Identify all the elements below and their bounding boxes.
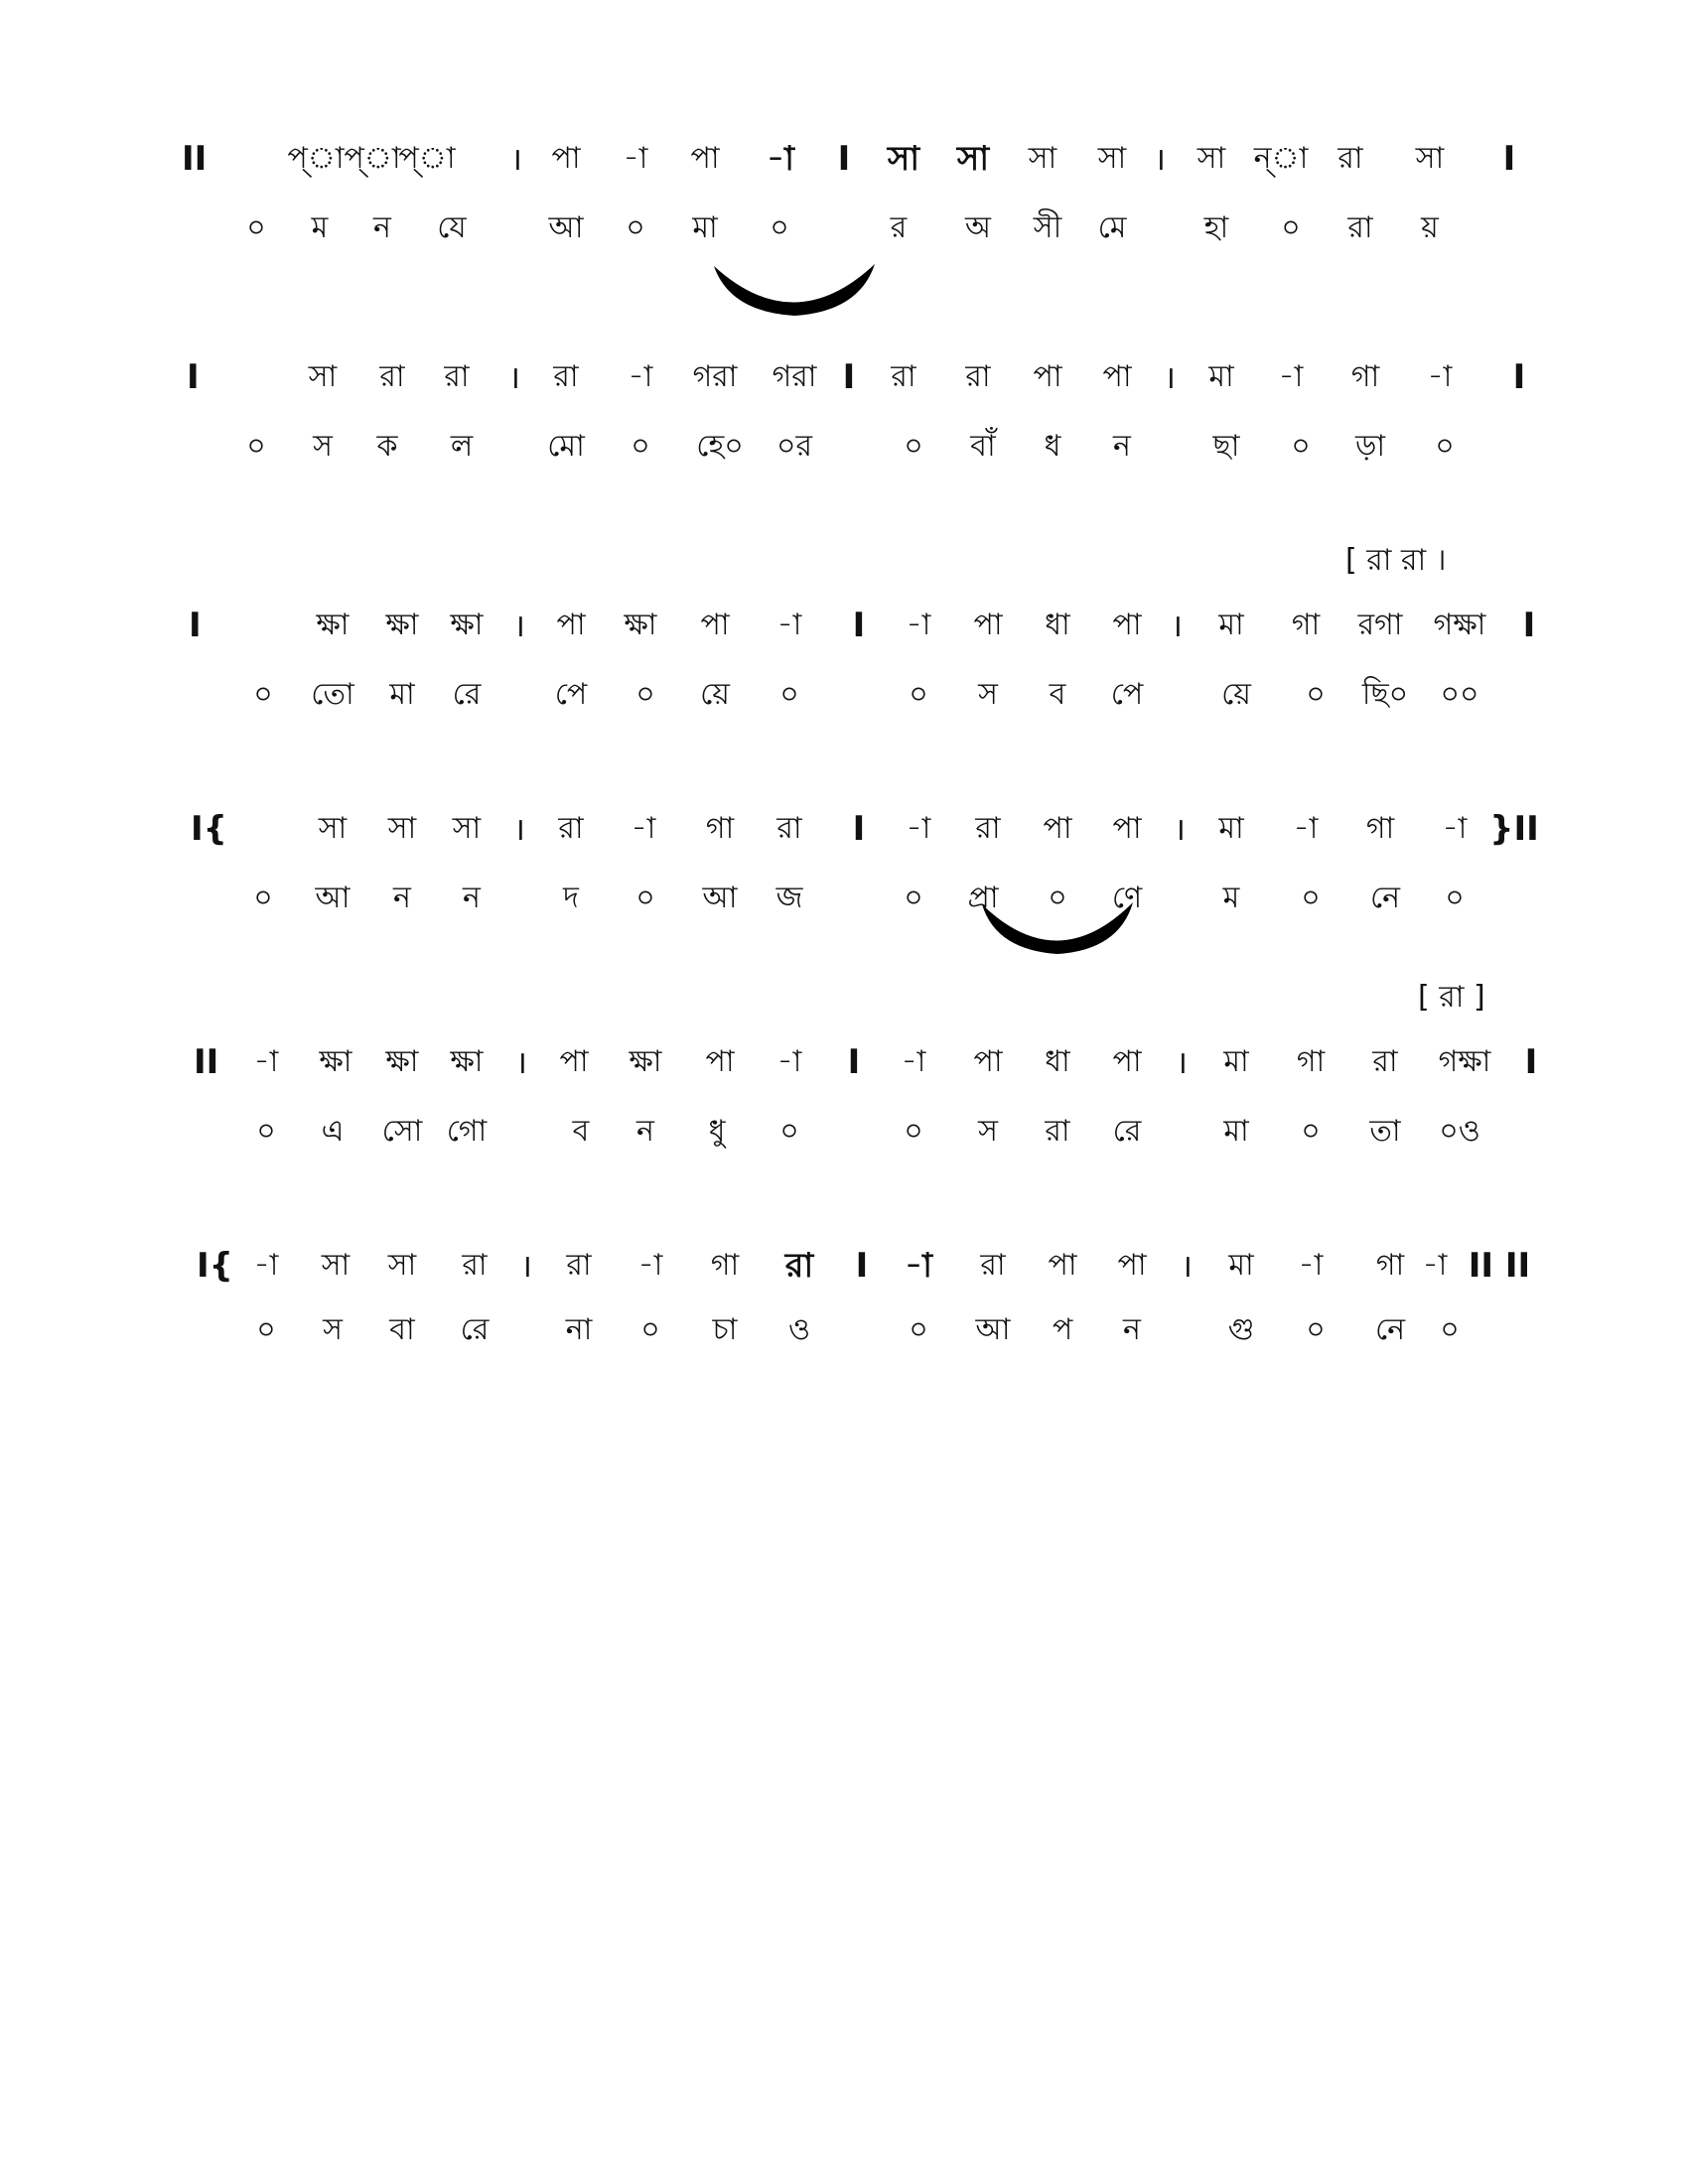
lyric-line-6: [0, 1310, 1688, 1370]
note: রা: [558, 811, 584, 846]
lyric-syllable: মে: [1097, 210, 1127, 245]
note: সা: [887, 139, 920, 179]
note: প্‌া: [344, 141, 401, 176]
note: -া: [631, 811, 656, 846]
note: গরা: [772, 359, 817, 394]
note: রা: [566, 1248, 592, 1283]
lyric-syllable: পে: [554, 677, 588, 712]
beat-divider: ।: [1180, 1247, 1194, 1285]
note: -া: [253, 1248, 279, 1283]
barline: I: [852, 809, 866, 849]
lyric-syllable: য়ে: [700, 677, 730, 712]
barline-double-end: II II: [1468, 1246, 1531, 1286]
barline: I: [187, 357, 200, 397]
lyric-syllable: ০: [1306, 677, 1326, 712]
note: গা: [705, 811, 735, 846]
note: গা: [1365, 811, 1395, 846]
notation-line-6: [0, 1246, 1688, 1305]
lyric-syllable: প্রা: [967, 881, 999, 915]
lyric-syllable: পে: [1110, 677, 1144, 712]
note: সা: [452, 811, 482, 846]
barline: I: [1502, 139, 1516, 179]
lyric-syllable: রা: [1045, 1114, 1070, 1149]
lyric-syllable: ছা: [1212, 429, 1240, 464]
note: পা: [705, 1044, 735, 1079]
note: রা: [975, 811, 1001, 846]
lyric-syllable: জ: [775, 881, 803, 915]
note: গক্ষা: [1438, 1044, 1491, 1079]
note: পা: [1043, 811, 1072, 846]
note: -া: [623, 141, 648, 176]
note: পা: [700, 608, 730, 642]
beat-divider: ।: [509, 140, 523, 178]
lyric-syllable: র: [890, 210, 908, 245]
note: গরা: [692, 359, 738, 394]
lyric-syllable: বাঁ: [970, 429, 996, 464]
note: সা: [1415, 141, 1445, 176]
barline: I: [847, 1042, 861, 1082]
lyric-syllable: ০: [904, 1114, 923, 1149]
note: -া: [628, 359, 653, 394]
lyric-syllable: ন: [1123, 1312, 1141, 1347]
lyric-syllable: য়: [1421, 210, 1439, 245]
note: পা: [1112, 608, 1142, 642]
note: পা: [1102, 359, 1132, 394]
lyric-syllable: ০: [779, 677, 799, 712]
note: -া: [906, 608, 931, 642]
lyric-syllable: ০: [635, 881, 655, 915]
note: রা: [379, 359, 405, 394]
lyric-syllable: ০: [631, 429, 650, 464]
note: রা: [784, 1246, 814, 1286]
lyric-syllable: আ: [548, 210, 584, 245]
lyric-syllable: রে: [1112, 1114, 1142, 1149]
note: রা: [891, 359, 916, 394]
beat-divider: ।: [519, 1247, 533, 1285]
lyric-syllable: ০র: [775, 429, 813, 464]
beat-divider: ।: [1153, 140, 1167, 178]
lyric-syllable: আ: [702, 881, 738, 915]
note: সা: [956, 139, 990, 179]
lyric-syllable: ০: [1445, 881, 1465, 915]
lyric-syllable: ল: [450, 429, 474, 464]
note: পা: [556, 608, 586, 642]
barline-repeat-start: I{: [191, 809, 227, 849]
lyric-syllable: গো: [446, 1114, 488, 1149]
note: -া: [906, 811, 931, 846]
beat-divider: ।: [1163, 358, 1177, 396]
lyric-syllable: ন: [1113, 429, 1131, 464]
note: সা: [387, 811, 417, 846]
note: সা: [1028, 141, 1057, 176]
barline: I: [852, 606, 866, 645]
lyric-syllable: স: [313, 429, 333, 464]
lyric-syllable: ০: [1048, 881, 1067, 915]
note: ধা: [1045, 608, 1070, 642]
lyric-syllable: ম: [311, 210, 329, 245]
note: পা: [1112, 1044, 1142, 1079]
lyric-syllable: ম: [1222, 881, 1240, 915]
lyric-syllable: মা: [692, 210, 718, 245]
note: রা: [444, 359, 470, 394]
note: ক্ষা: [624, 608, 657, 642]
lyric-syllable: ক: [376, 429, 398, 464]
lyric-syllable: ০: [1291, 429, 1311, 464]
lyric-syllable: ০: [904, 429, 923, 464]
note: ক্ষা: [385, 1044, 419, 1079]
note: সা: [318, 811, 348, 846]
note: পা: [559, 1044, 589, 1079]
note: সা: [308, 359, 338, 394]
note: রা: [965, 359, 991, 394]
lyric-line-4: [0, 879, 1688, 938]
note: ক্ষা: [385, 608, 419, 642]
beat-divider: ।: [512, 607, 526, 644]
lyric-syllable: মা: [1223, 1114, 1249, 1149]
lyric-syllable: নে: [1374, 1312, 1406, 1347]
note: গা: [1375, 1248, 1405, 1283]
note: মা: [1228, 1248, 1254, 1283]
note: পা: [551, 141, 581, 176]
lyric-syllable: ০: [256, 1114, 276, 1149]
meend-slur-mark: [978, 898, 1137, 958]
note: পা: [1048, 1248, 1077, 1283]
lyric-syllable: ণে: [1111, 881, 1143, 915]
lyric-syllable: ০: [904, 881, 923, 915]
lyric-line-3: [0, 675, 1688, 735]
lyric-syllable: ০: [1440, 1312, 1460, 1347]
lyric-syllable: মো: [547, 429, 585, 464]
beat-divider: ।: [1173, 810, 1187, 848]
lyric-syllable: হে০: [696, 429, 744, 464]
note: ধা: [1045, 1044, 1070, 1079]
notation-line-3: [0, 606, 1688, 665]
lyric-syllable: মা: [389, 677, 415, 712]
alternate-notes-bracket: [ রা রা ।: [1345, 543, 1447, 578]
note: -া: [637, 1248, 663, 1283]
lyric-syllable: সো: [381, 1114, 423, 1149]
beat-divider: ।: [1170, 607, 1184, 644]
lyric-syllable: য়ে: [1221, 677, 1251, 712]
meend-slur-mark: [710, 260, 879, 320]
lyric-syllable: এ: [321, 1114, 345, 1149]
lyric-syllable: ০ও: [1439, 1114, 1480, 1149]
beat-divider: ।: [512, 810, 526, 848]
note: ক্ষা: [316, 608, 350, 642]
lyric-syllable: ০: [1281, 210, 1301, 245]
lyric-syllable: ০: [635, 677, 655, 712]
lyric-syllable: স: [978, 1114, 998, 1149]
note: পা: [973, 608, 1003, 642]
lyric-line-2: [0, 427, 1688, 486]
note: ক্ষা: [450, 608, 484, 642]
note: সা: [1097, 141, 1127, 176]
note: মা: [1223, 1044, 1249, 1079]
lyric-syllable: ০: [1306, 1312, 1326, 1347]
lyric-syllable: ও: [787, 1312, 811, 1347]
note: প্‌া: [287, 141, 345, 176]
beat-divider: ।: [514, 1043, 528, 1081]
lyric-syllable: রে: [452, 677, 482, 712]
note: মা: [1218, 608, 1244, 642]
note: গা: [710, 1248, 740, 1283]
note: -া: [776, 1044, 802, 1079]
lyric-syllable: ০: [1301, 1114, 1321, 1149]
lyric-syllable: ০: [253, 677, 273, 712]
note: ক্ষা: [450, 1044, 484, 1079]
note: গক্ষা: [1433, 608, 1486, 642]
lyric-syllable: ন: [463, 881, 481, 915]
lyric-syllable: ০: [626, 210, 645, 245]
lyric-syllable: ড়া: [1354, 429, 1386, 464]
note: সা: [387, 1248, 417, 1283]
note: -া: [253, 1044, 279, 1079]
note: রা: [1337, 141, 1363, 176]
note: মা: [1218, 811, 1244, 846]
note: গা: [1350, 359, 1380, 394]
lyric-syllable: ছি০: [1361, 677, 1409, 712]
note: -া: [1422, 1248, 1448, 1283]
note: -া: [905, 1246, 932, 1286]
lyric-syllable: ০: [640, 1312, 660, 1347]
lyric-syllable: ০: [909, 1312, 928, 1347]
lyric-syllable: ০: [253, 881, 273, 915]
note: -া: [776, 608, 802, 642]
beat-divider: ।: [1175, 1043, 1189, 1081]
note: -া: [1298, 1248, 1324, 1283]
note: রা: [553, 359, 579, 394]
notation-line-5: [0, 1042, 1688, 1102]
note: মা: [1208, 359, 1234, 394]
note: ক্ষা: [629, 1044, 662, 1079]
note: -া: [767, 139, 794, 179]
lyric-syllable: বা: [389, 1312, 415, 1347]
lyric-line-5: [0, 1112, 1688, 1171]
lyric-syllable: ন: [636, 1114, 654, 1149]
lyric-syllable: ০: [1301, 881, 1321, 915]
lyric-syllable: আ: [975, 1312, 1011, 1347]
lyric-syllable: দ: [563, 881, 579, 915]
alternate-notes-bracket: [ রা ]: [1418, 980, 1485, 1015]
note: সা: [321, 1248, 351, 1283]
lyric-syllable: ০০: [1440, 677, 1479, 712]
note: -া: [1293, 811, 1319, 846]
barline-repeat-end: }II: [1489, 809, 1539, 849]
note: পা: [1033, 359, 1062, 394]
note: রা: [1372, 1044, 1398, 1079]
lyric-syllable: না: [565, 1312, 593, 1347]
note: পা: [1117, 1248, 1147, 1283]
note: পা: [690, 141, 720, 176]
lyric-syllable: ০: [256, 1312, 276, 1347]
note: ন্‌া: [1253, 141, 1309, 176]
lyric-syllable: ০: [909, 677, 928, 712]
note: রা: [462, 1248, 488, 1283]
barline: I: [1522, 606, 1536, 645]
lyric-syllable: অ: [965, 210, 991, 245]
note: রা: [980, 1248, 1006, 1283]
lyric-syllable: আ: [315, 881, 351, 915]
lyric-syllable: গু: [1227, 1312, 1255, 1347]
lyric-syllable: ০: [246, 210, 266, 245]
lyric-syllable: ন: [373, 210, 391, 245]
note: -া: [1278, 359, 1304, 394]
notation-line-1: [0, 139, 1688, 199]
lyric-syllable: হা: [1203, 210, 1229, 245]
note: ক্ষা: [319, 1044, 352, 1079]
note: গা: [1296, 1044, 1326, 1079]
lyric-syllable: ০: [246, 429, 266, 464]
lyric-syllable: ০: [1435, 429, 1455, 464]
barline-double: II: [182, 139, 208, 179]
lyric-syllable: চা: [712, 1312, 738, 1347]
lyric-syllable: ০: [779, 1114, 799, 1149]
barline: I: [1512, 357, 1526, 397]
lyric-syllable: তো: [311, 677, 354, 712]
note: পা: [973, 1044, 1003, 1079]
lyric-syllable: সী: [1033, 210, 1062, 245]
lyric-syllable: ধ: [1044, 429, 1061, 464]
lyric-syllable: তা: [1369, 1114, 1401, 1149]
note: পা: [1112, 811, 1142, 846]
lyric-syllable: ব: [1049, 677, 1066, 712]
lyric-syllable: ব: [572, 1114, 590, 1149]
note: রগা: [1357, 608, 1403, 642]
barline: I: [842, 357, 856, 397]
lyric-syllable: রে: [460, 1312, 490, 1347]
barline: I: [189, 606, 202, 645]
lyric-syllable: স: [323, 1312, 343, 1347]
lyric-syllable: যে: [437, 210, 467, 245]
note: রা: [776, 811, 802, 846]
notation-line-4: [0, 809, 1688, 869]
beat-divider: ।: [507, 358, 521, 396]
note: প্‌া: [398, 141, 456, 176]
note: সা: [1196, 141, 1226, 176]
lyric-syllable: ০: [770, 210, 789, 245]
lyric-syllable: প: [1052, 1312, 1073, 1347]
note: গা: [1291, 608, 1321, 642]
note: -া: [901, 1044, 926, 1079]
barline: I: [837, 139, 851, 179]
barline: I: [855, 1246, 869, 1286]
barline-repeat-start: I{: [197, 1246, 233, 1286]
barline-double: II: [194, 1042, 219, 1082]
lyric-syllable: ধু: [708, 1114, 726, 1149]
lyric-line-1: [0, 208, 1688, 268]
notation-line-2: [0, 357, 1688, 417]
lyric-syllable: স: [978, 677, 998, 712]
lyric-syllable: রা: [1347, 210, 1373, 245]
lyric-syllable: ন: [393, 881, 411, 915]
note: -া: [1442, 811, 1468, 846]
lyric-syllable: নে: [1369, 881, 1401, 915]
barline: I: [1524, 1042, 1538, 1082]
note: -া: [1427, 359, 1453, 394]
